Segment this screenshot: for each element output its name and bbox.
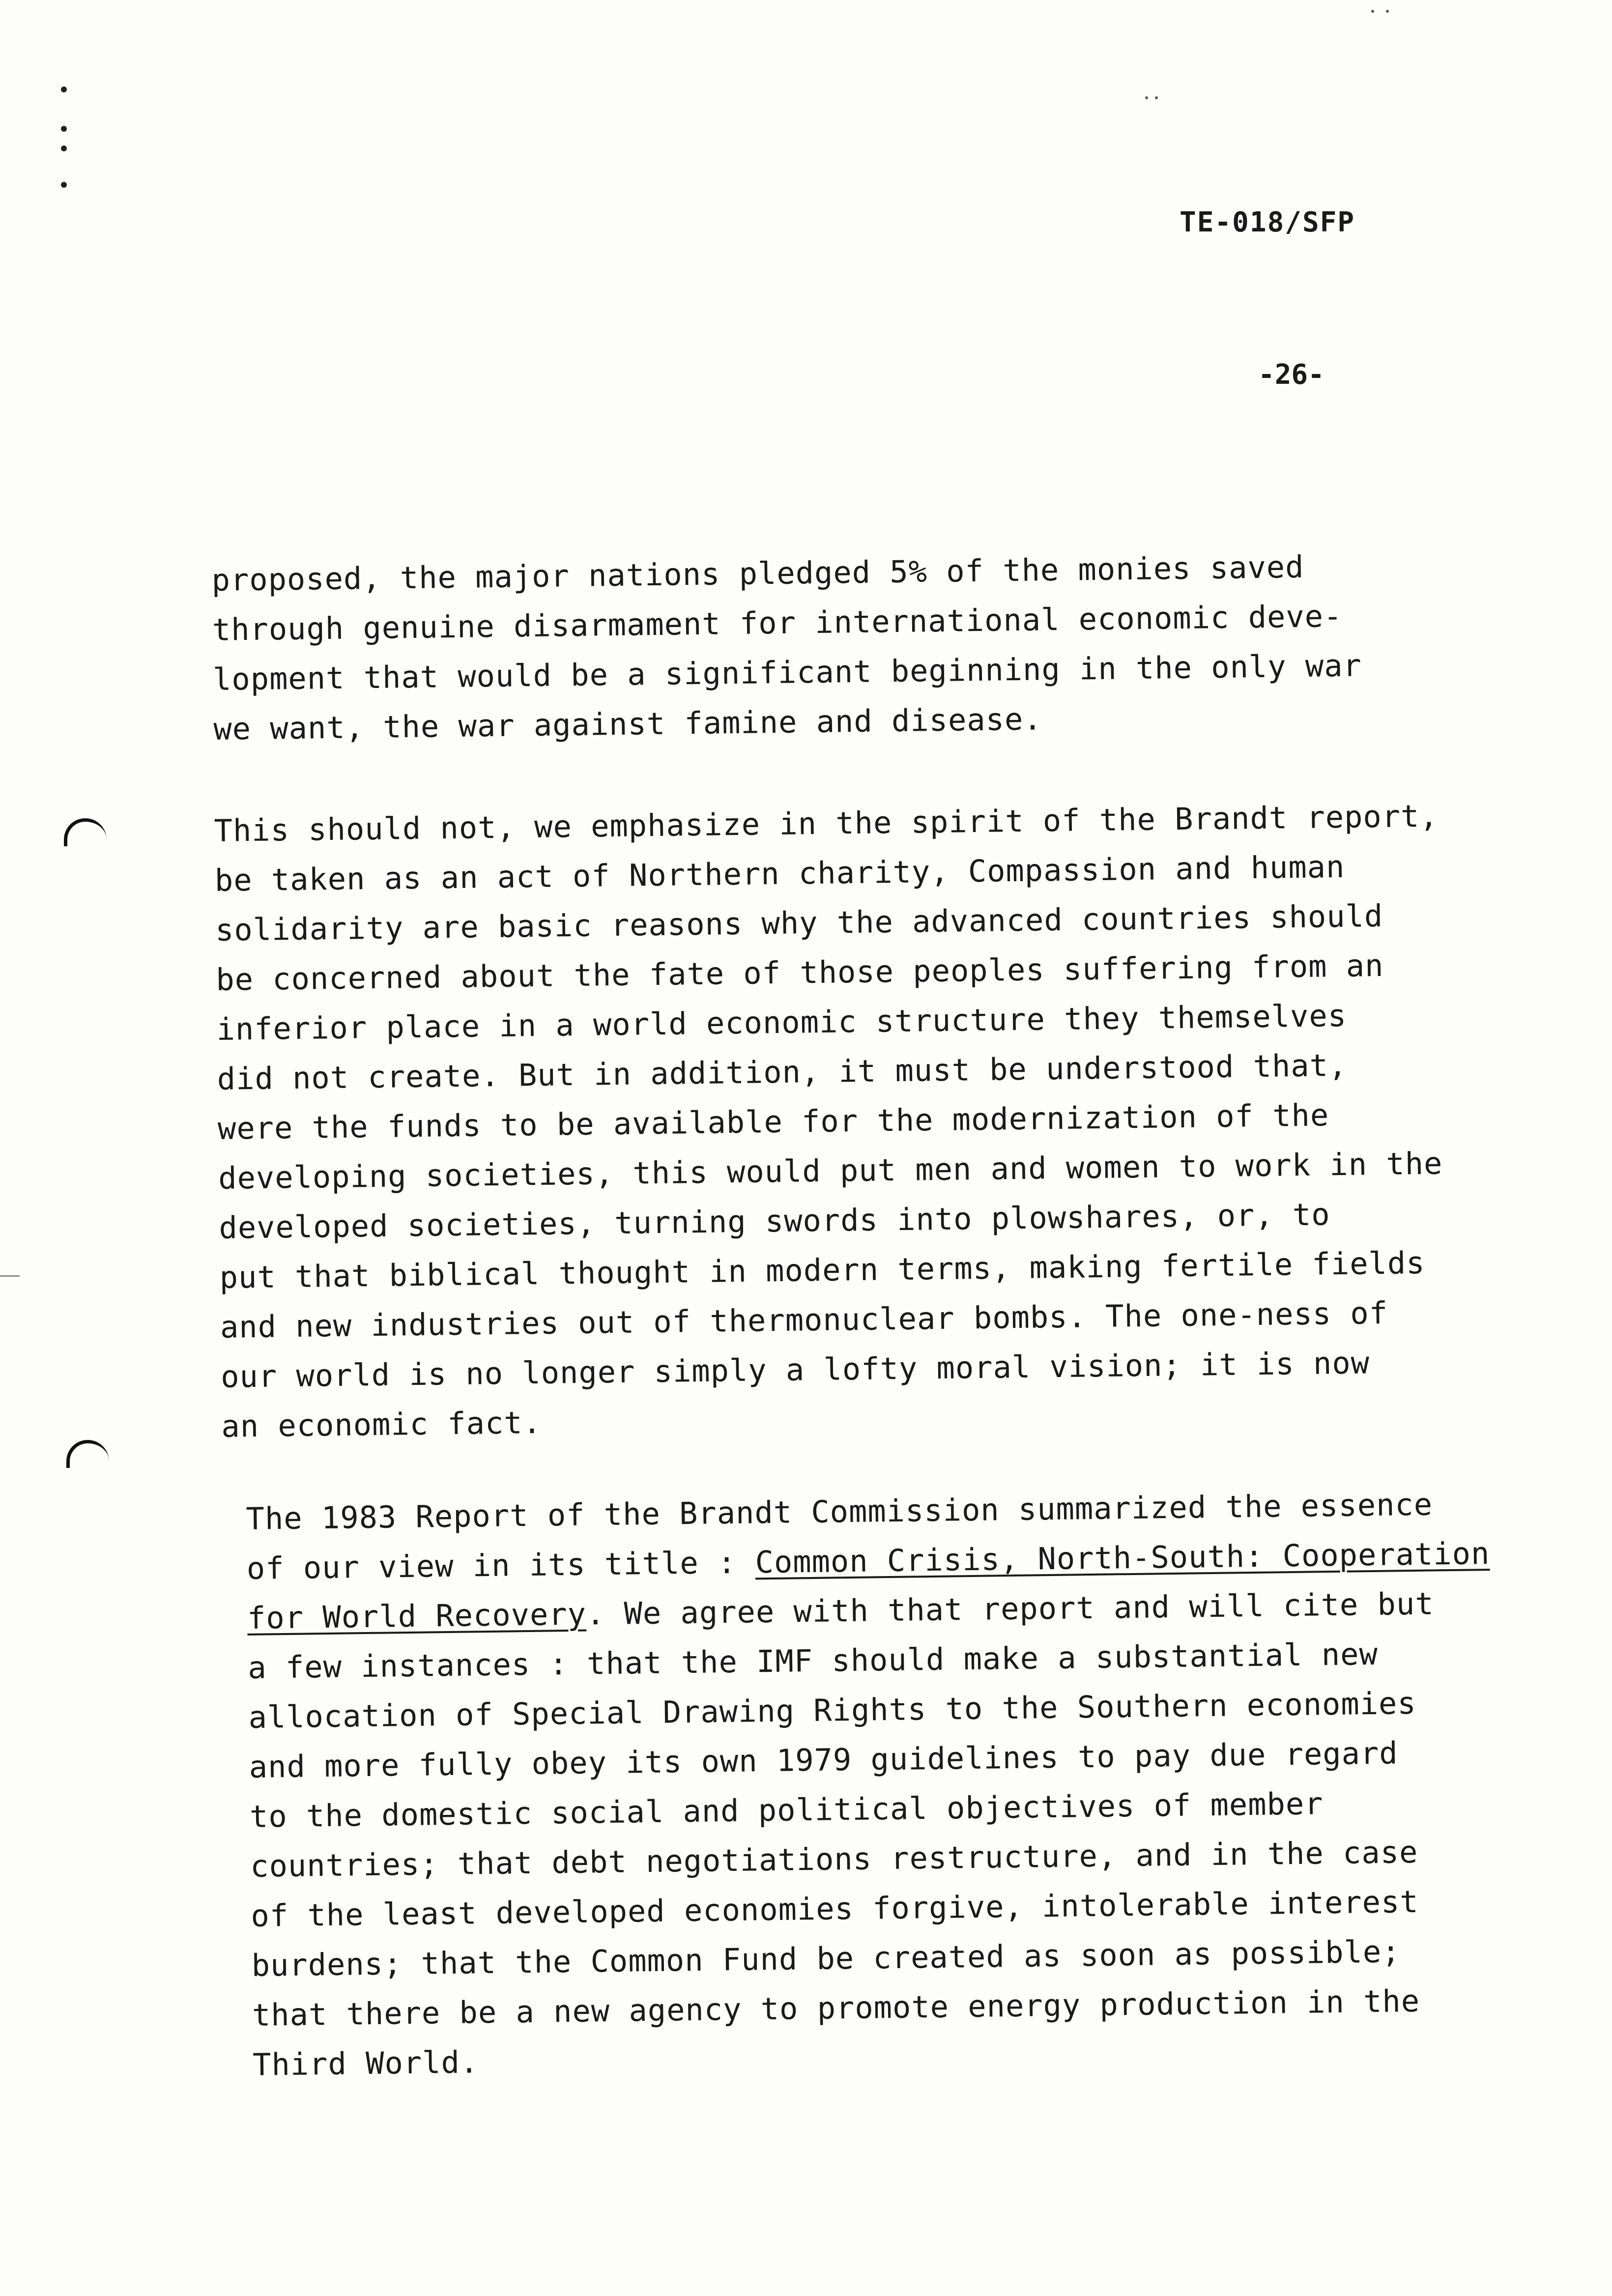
scan-speck bbox=[1155, 96, 1158, 99]
report-title-underlined: for World Recovery bbox=[247, 1596, 587, 1636]
margin-mark bbox=[66, 1440, 109, 1468]
text-line: put that biblical thought in modern terms, making fertile fields bbox=[219, 1244, 1425, 1295]
scan-speck bbox=[1145, 96, 1148, 99]
text-line: were the funds to be available for the modernization of the bbox=[217, 1097, 1329, 1147]
text-line: be taken as an act of Northern charity, Compassion and human bbox=[214, 848, 1345, 898]
binder-mark bbox=[61, 182, 67, 188]
text-line: developing societies, this would put men and women to work in the bbox=[218, 1145, 1443, 1196]
text-line: our world is no longer simply a lofty moral vision; it is now bbox=[220, 1345, 1370, 1395]
binder-mark bbox=[61, 145, 67, 151]
text-line: countries; that debt negotiations restructure, and in the case bbox=[250, 1834, 1418, 1884]
text-line: of the least developed economies forgive, intolerable interest bbox=[251, 1883, 1419, 1934]
paragraph-2 bbox=[214, 790, 1549, 1451]
scan-speck bbox=[1371, 10, 1374, 13]
text-line: solidarity are basic reasons why the advanced countries should bbox=[215, 897, 1383, 948]
text-line: inferior place in a world economic structure they themselves bbox=[216, 997, 1347, 1047]
text-run: . We agree with that report and will cite but bbox=[586, 1585, 1434, 1632]
document-id: TE-018/SFP bbox=[1180, 206, 1355, 238]
scan-speck bbox=[1386, 10, 1389, 13]
text-run: of our view in its title : bbox=[246, 1544, 756, 1586]
text-line: burdens; that the Common Fund be created as soon as possible; bbox=[251, 1933, 1401, 1983]
text-line: through genuine disarmament for international economic deve- bbox=[212, 598, 1343, 648]
text-line: and more fully obey its own 1979 guidelines to pay due regard bbox=[249, 1735, 1399, 1785]
text-line: a few instances : that the IMF should make a substantial new bbox=[247, 1636, 1379, 1686]
margin-mark bbox=[64, 818, 107, 846]
text-line: lopment that would be a significant beginning in the only war bbox=[212, 647, 1362, 697]
binder-mark bbox=[61, 126, 67, 132]
text-line: we want, the war against famine and disease. bbox=[213, 701, 1043, 747]
paragraph-1 bbox=[211, 539, 1541, 754]
text-line: that there be a new agency to promote energy production in the bbox=[252, 1982, 1420, 2033]
text-line: Third World. bbox=[252, 2044, 479, 2083]
edge-mark bbox=[0, 1275, 20, 1277]
text-line: proposed, the major nations pledged 5% of the monies saved bbox=[211, 548, 1304, 598]
paragraph-3 bbox=[246, 1478, 1580, 2090]
text-line: This should not, we emphasize in the spirit of the Brandt report, bbox=[214, 798, 1439, 849]
text-line: to the domestic social and political objectives of member bbox=[249, 1785, 1324, 1835]
text-line: did not create. But in addition, it must be understood that, bbox=[217, 1047, 1348, 1097]
text-line: and new industries out of thermonuclear bombs. The one-ness of bbox=[220, 1294, 1388, 1345]
text-line: be concerned about the fate of those peoples suffering from an bbox=[215, 947, 1384, 998]
text-line: allocation of Special Drawing Rights to the Southern economies bbox=[248, 1685, 1417, 1735]
binder-mark bbox=[61, 86, 67, 92]
page-number: -26- bbox=[1258, 359, 1324, 391]
report-title-underlined: Common Crisis, North-South: Cooperation bbox=[755, 1535, 1490, 1580]
text-line: developed societies, turning swords into plowshares, or, to bbox=[219, 1196, 1331, 1246]
text-line: an economic fact. bbox=[221, 1404, 542, 1444]
text-line: The 1983 Report of the Brandt Commission summarized the essence bbox=[246, 1486, 1433, 1537]
